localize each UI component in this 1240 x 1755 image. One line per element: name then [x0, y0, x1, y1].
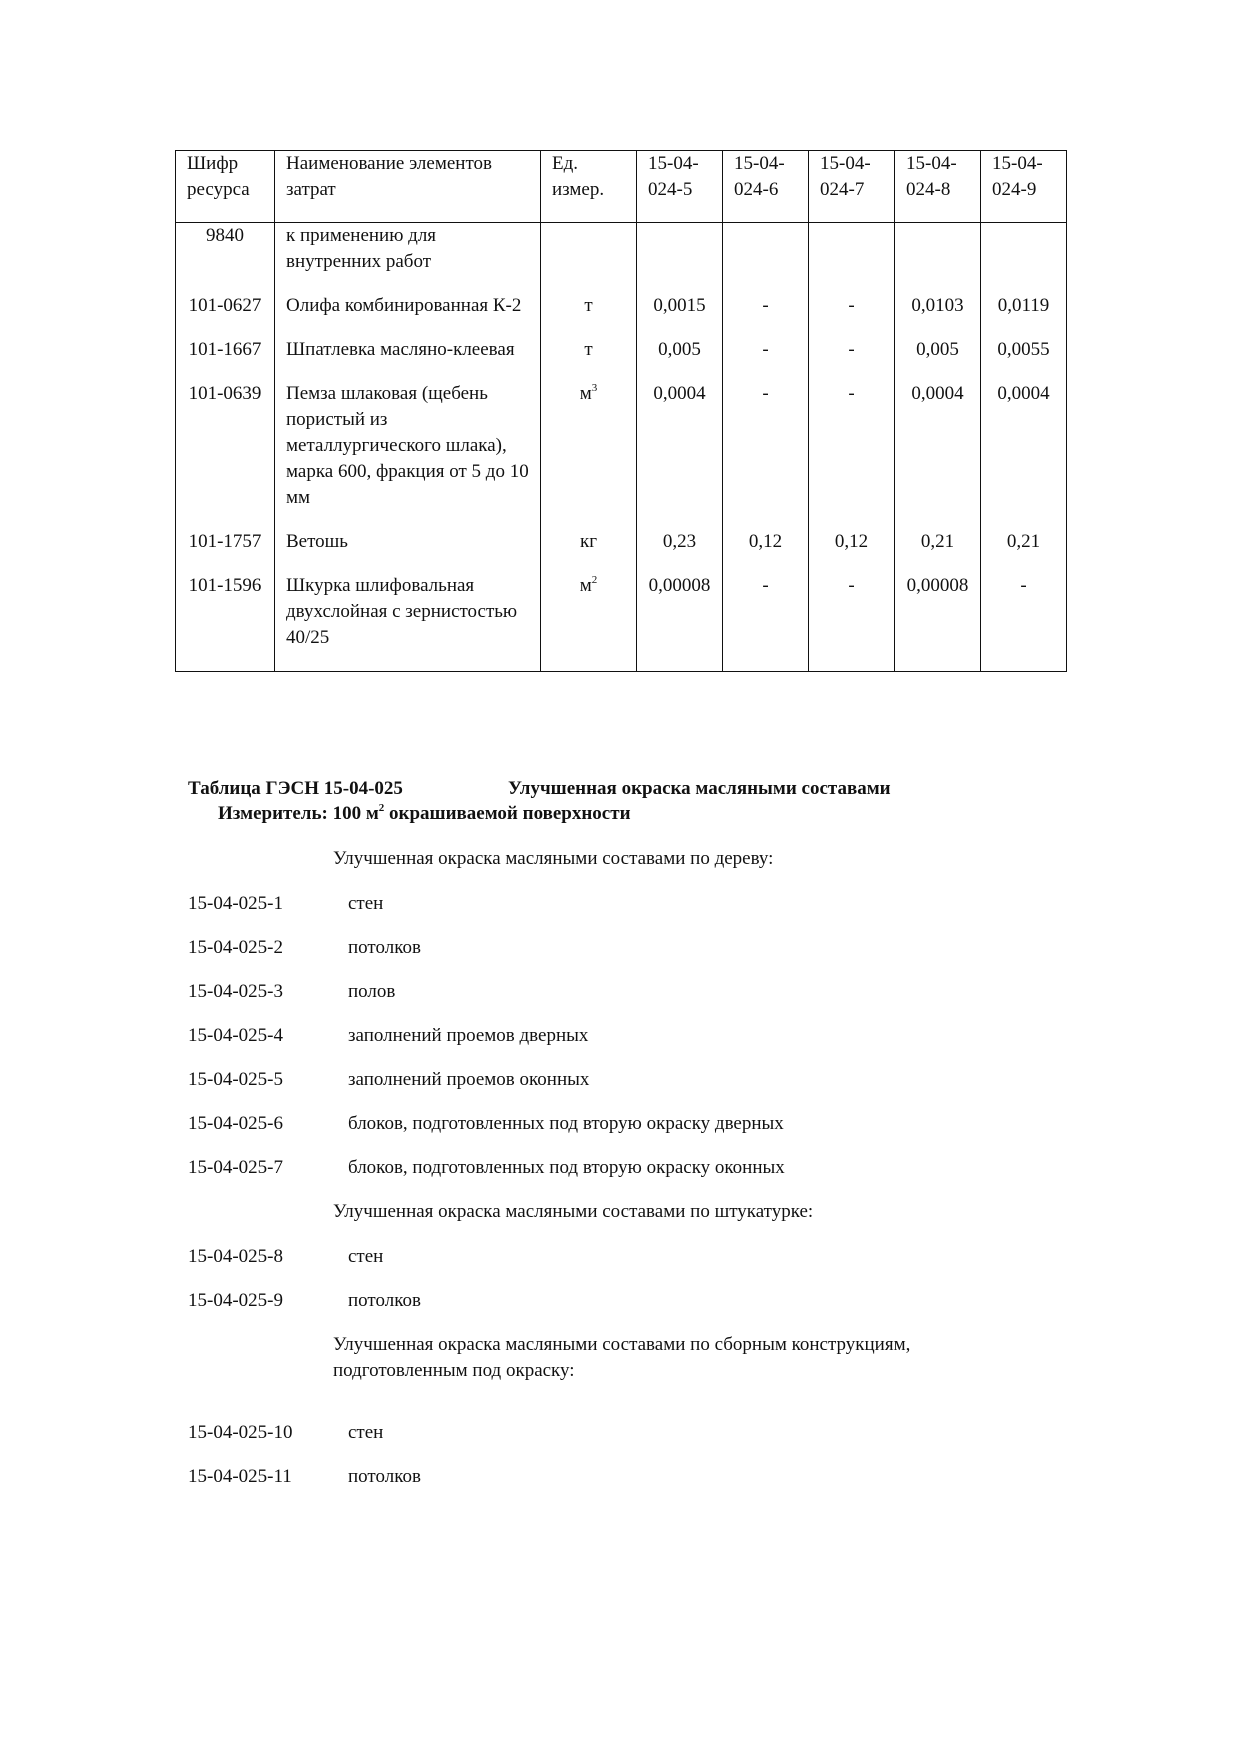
norm-value: 0,21	[981, 529, 1067, 573]
work-label: стен	[348, 893, 384, 914]
work-code: 15-04-025-4	[188, 1025, 283, 1046]
cost-element-name: Шкурка шлифовальная двухслойная с зернистостью 40/25	[275, 573, 541, 672]
work-label: потолков	[348, 1466, 421, 1487]
norm-value: -	[809, 337, 895, 381]
norm-value	[809, 223, 895, 294]
work-label: полов	[348, 981, 396, 1002]
work-label: заполнений проемов дверных	[348, 1025, 589, 1046]
unit-of-measure: т	[541, 337, 637, 381]
unit-of-measure	[541, 223, 637, 294]
norm-value: 0,23	[637, 529, 723, 573]
cost-element-name: к применению для внутренних работ	[275, 223, 541, 294]
resource-code: 101-1596	[176, 573, 275, 672]
resource-table	[175, 150, 1067, 672]
group-heading: Улучшенная окраска масляными составами по дереву:	[333, 848, 774, 869]
resource-code: 101-1757	[176, 529, 275, 573]
norm-value: -	[723, 293, 809, 337]
work-label: стен	[348, 1246, 384, 1267]
norm-value: 0,0055	[981, 337, 1067, 381]
norm-value: -	[723, 573, 809, 672]
work-code: 15-04-025-1	[188, 893, 283, 914]
norm-value: 0,0103	[895, 293, 981, 337]
norm-value: 0,12	[809, 529, 895, 573]
norm-value: -	[809, 293, 895, 337]
work-code: 15-04-025-3	[188, 981, 283, 1002]
table-row	[176, 293, 1067, 337]
norm-value: -	[723, 381, 809, 529]
header-col-8: 15-04- 024-8	[895, 151, 981, 223]
norm-value: 0,0119	[981, 293, 1067, 337]
resource-code: 9840	[176, 223, 275, 294]
work-code: 15-04-025-7	[188, 1157, 283, 1178]
norm-value: -	[809, 573, 895, 672]
unit-of-measure: т	[541, 293, 637, 337]
work-label: блоков, подготовленных под вторую окраску оконных	[348, 1157, 785, 1178]
unit-of-measure: $м^2$	[541, 573, 637, 672]
norm-value: -	[981, 573, 1067, 672]
work-code: 15-04-025-9	[188, 1290, 283, 1311]
resource-code: 101-0639	[176, 381, 275, 529]
norm-value	[723, 223, 809, 294]
work-code: 15-04-025-10	[188, 1422, 293, 1443]
norm-value: 0,12	[723, 529, 809, 573]
work-label: заполнений проемов оконных	[348, 1069, 590, 1090]
norm-value	[895, 223, 981, 294]
table-row	[176, 573, 1067, 672]
norm-value: 0,005	[637, 337, 723, 381]
norm-value: 0,005	[895, 337, 981, 381]
unit-of-measure: $м^3$	[541, 381, 637, 529]
group-heading: Улучшенная окраска масляными составами по сборным конструкциям, подготовленным под окраску:	[333, 1334, 911, 1381]
norm-value: -	[809, 381, 895, 529]
unit-of-measure: кг	[541, 529, 637, 573]
table-row	[176, 381, 1067, 529]
table-row	[176, 529, 1067, 573]
work-label: стен	[348, 1422, 384, 1443]
measurement-unit: Измеритель: 100 $м^2$ окрашиваемой поверхности	[218, 802, 631, 824]
norm-value: 0,00008	[895, 573, 981, 672]
cost-element-name: Пемза шлаковая (щебень пористый из металлургического шлака), марка 600, фракция от 5 до 10 мм	[275, 381, 541, 529]
work-code: 15-04-025-8	[188, 1246, 283, 1267]
table-row	[176, 223, 1067, 294]
resource-code: 101-0627	[176, 293, 275, 337]
work-label: блоков, подготовленных под вторую окраску дверных	[348, 1113, 784, 1134]
header-row	[176, 151, 1067, 223]
header-col-5: 15-04- 024-5	[637, 151, 723, 223]
work-code: 15-04-025-5	[188, 1069, 283, 1090]
table-number: Таблица ГЭСН 15-04-025	[188, 778, 403, 799]
work-code: 15-04-025-6	[188, 1113, 283, 1134]
resource-code: 101-1667	[176, 337, 275, 381]
group-heading: Улучшенная окраска масляными составами по штукатурке:	[333, 1201, 814, 1222]
norm-value: -	[723, 337, 809, 381]
norm-value: 0,21	[895, 529, 981, 573]
header-col-9: 15-04- 024-9	[981, 151, 1067, 223]
norm-value: 0,0004	[981, 381, 1067, 529]
work-code: 15-04-025-2	[188, 937, 283, 958]
work-label: потолков	[348, 937, 421, 958]
cost-element-name: Олифа комбинированная К-2	[275, 293, 541, 337]
header-col-7: 15-04- 024-7	[809, 151, 895, 223]
norm-value: 0,0004	[895, 381, 981, 529]
work-code: 15-04-025-11	[188, 1466, 292, 1487]
cost-element-name: Шпатлевка масляно-клеевая	[275, 337, 541, 381]
header-resource-code: Шифр ресурса	[176, 151, 275, 223]
header-cost-element: Наименование элементов затрат	[275, 151, 541, 223]
table-row	[176, 337, 1067, 381]
work-label: потолков	[348, 1290, 421, 1311]
header-col-6: 15-04- 024-6	[723, 151, 809, 223]
norm-value	[637, 223, 723, 294]
header-unit: Ед. измер.	[541, 151, 637, 223]
norm-value: 0,0015	[637, 293, 723, 337]
cost-element-name: Ветошь	[275, 529, 541, 573]
norm-value: 0,0004	[637, 381, 723, 529]
table-body	[176, 223, 1067, 672]
norm-value	[981, 223, 1067, 294]
norm-value: 0,00008	[637, 573, 723, 672]
table-header	[176, 151, 1067, 223]
table-title: Улучшенная окраска масляными составами	[508, 778, 891, 799]
